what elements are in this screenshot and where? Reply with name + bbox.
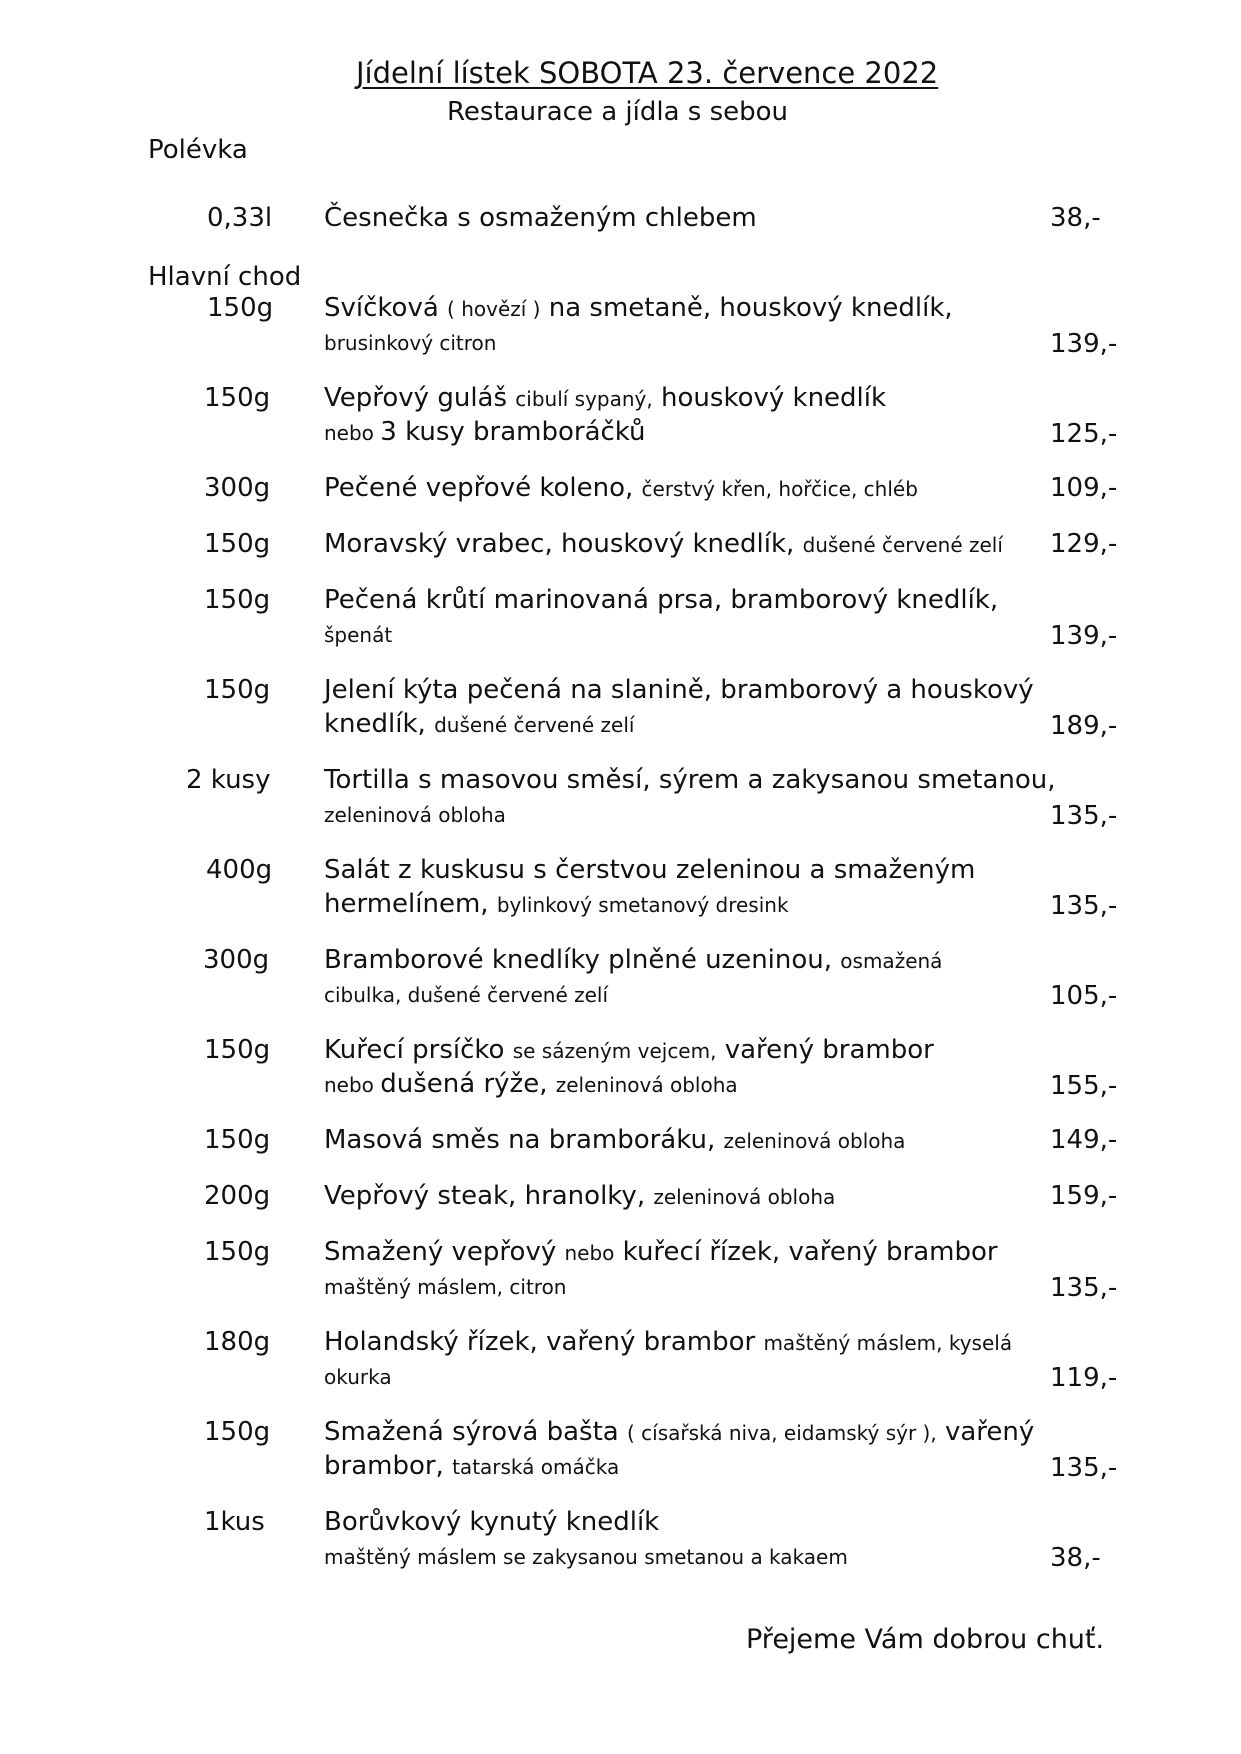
item-description: [324, 855, 975, 919]
item-line-1: [324, 293, 953, 323]
item-price: 38,-: [1050, 203, 1101, 233]
item-text: Salát z kuskusu s čerstvou zeleninou a smaženým: [324, 855, 976, 885]
item-line-1: [324, 383, 886, 413]
item-text: Tortilla s masovou směsí, sýrem a zakysanou smetanou,: [324, 765, 1056, 795]
item-detail-text: osmažená: [840, 949, 943, 973]
item-detail-text: nebo: [324, 1073, 381, 1097]
item-line-2: [324, 1451, 1034, 1481]
item-text: Vepřový steak, hranolky,: [324, 1181, 654, 1211]
item-description: [324, 585, 998, 649]
menu-title: Jídelní lístek SOBOTA 23. července 2022: [356, 56, 939, 90]
item-detail-text: zeleninová obloha: [324, 803, 506, 827]
item-line-1: [324, 203, 757, 233]
item-description: [324, 1327, 1012, 1391]
item-price: 129,-: [1050, 529, 1118, 559]
item-text: brambor,: [324, 1451, 453, 1481]
item-description: [324, 473, 918, 503]
item-text: Kuřecí prsíčko: [324, 1035, 513, 1065]
item-quantity: 1kus: [204, 1507, 265, 1537]
item-line-1: [324, 855, 975, 885]
item-description: [324, 675, 1034, 739]
item-price: 189,-: [1050, 711, 1118, 741]
item-quantity: 150g: [204, 1125, 271, 1155]
item-detail-text: maštěný máslem, kyselá: [763, 1331, 1013, 1355]
item-detail-text: ( hovězí ): [447, 297, 541, 321]
menu-subtitle: Restaurace a jídla s sebou: [447, 97, 789, 127]
item-text: Svíčková: [324, 293, 448, 323]
item-text: Bramborové knedlíky plněné uzeninou,: [324, 945, 841, 975]
item-description: [324, 203, 757, 233]
item-text: Moravský vrabec, houskový knedlík,: [324, 529, 803, 559]
item-text: houskový knedlík: [652, 383, 887, 413]
item-text: Pečená krůtí marinovaná prsa, bramborový knedlík,: [324, 585, 999, 615]
item-price: 149,-: [1050, 1125, 1118, 1155]
item-price: 119,-: [1050, 1363, 1118, 1393]
item-quantity: 400g: [206, 855, 273, 885]
item-quantity: 300g: [204, 473, 271, 503]
item-line-2: [324, 1541, 848, 1571]
item-price: 139,-: [1050, 329, 1118, 359]
item-quantity: 150g: [204, 585, 271, 615]
item-quantity: 180g: [204, 1327, 271, 1357]
item-text: Holandský řízek, vařený brambor: [324, 1327, 764, 1357]
item-detail-text: zeleninová obloha: [653, 1185, 836, 1209]
item-detail-text: cibulí sypaný,: [515, 387, 653, 411]
item-text: kuřecí řízek, vařený brambor: [614, 1237, 998, 1267]
item-text: Smažená sýrová bašta: [324, 1417, 627, 1447]
item-description: [324, 945, 942, 1009]
item-line-1: [324, 529, 1003, 559]
item-line-1: [324, 1035, 934, 1065]
item-price: 135,-: [1050, 1273, 1118, 1303]
item-detail-text: maštěný máslem, citron: [324, 1275, 567, 1299]
item-description: [324, 1417, 1034, 1481]
item-text: Vepřový guláš: [324, 383, 516, 413]
item-line-2: [324, 1069, 934, 1099]
item-quantity: 300g: [203, 945, 270, 975]
item-detail-text: maštěný máslem se zakysanou smetanou a kakaem: [324, 1545, 848, 1569]
item-detail-text: tatarská omáčka: [452, 1455, 620, 1479]
section-main: Hlavní chod: [148, 262, 302, 292]
closing-note: Přejeme Vám dobrou chuť.: [746, 1624, 1105, 1655]
item-quantity: 150g: [204, 383, 271, 413]
item-description: [324, 1507, 848, 1571]
item-quantity: 150g: [204, 529, 271, 559]
item-description: [324, 1237, 998, 1301]
item-line-2: [324, 619, 998, 649]
item-line-1: [324, 473, 918, 503]
item-description: [324, 1181, 835, 1211]
item-description: [324, 1125, 905, 1155]
item-detail-text: čerstvý křen, hořčice, chléb: [641, 477, 918, 501]
item-price: 159,-: [1050, 1181, 1118, 1211]
item-line-2: [324, 799, 1056, 829]
item-line-1: [324, 1507, 848, 1537]
item-detail-text: zeleninová obloha: [555, 1073, 738, 1097]
item-quantity: 0,33l: [207, 203, 273, 233]
item-line-1: [324, 585, 998, 615]
item-quantity: 150g: [204, 1237, 271, 1267]
item-detail-text: okurka: [324, 1365, 392, 1389]
item-description: [324, 765, 1056, 829]
item-text: vařený brambor: [716, 1035, 934, 1065]
item-detail-text: se sázeným vejcem,: [512, 1039, 717, 1063]
item-line-1: [324, 675, 1034, 705]
item-quantity: 150g: [207, 293, 274, 323]
item-detail-text: nebo: [324, 421, 381, 445]
item-line-1: [324, 1327, 1012, 1357]
item-price: 135,-: [1050, 1453, 1118, 1483]
item-description: [324, 383, 886, 447]
item-line-1: [324, 1181, 835, 1211]
item-detail-text: brusinkový citron: [324, 331, 497, 355]
item-price: 135,-: [1050, 891, 1118, 921]
item-line-2: [324, 1361, 1012, 1391]
item-quantity: 200g: [204, 1181, 271, 1211]
item-detail-text: bylinkový smetanový dresink: [496, 893, 789, 917]
item-line-2: [324, 709, 1034, 739]
item-line-1: [324, 1237, 998, 1267]
item-price: 155,-: [1050, 1071, 1118, 1101]
item-price: 135,-: [1050, 801, 1118, 831]
item-price: 105,-: [1050, 981, 1118, 1011]
item-line-1: [324, 1417, 1034, 1447]
item-description: [324, 293, 953, 357]
item-text: Pečené vepřové koleno,: [324, 473, 642, 503]
item-text: dušená rýže,: [380, 1069, 556, 1099]
item-line-1: [324, 765, 1056, 795]
item-text: na smetaně, houskový knedlík,: [540, 293, 953, 323]
item-description: [324, 1035, 934, 1099]
item-detail-text: zeleninová obloha: [723, 1129, 906, 1153]
item-line-1: [324, 945, 942, 975]
item-text: 3 kusy bramboráčků: [380, 417, 646, 447]
item-price: 38,-: [1050, 1543, 1101, 1573]
item-detail-text: dušené červené zelí: [434, 713, 635, 737]
item-text: Česnečka s osmaženým chlebem: [324, 203, 757, 233]
item-line-1: [324, 1125, 905, 1155]
item-text: Jelení kýta pečená na slanině, bramborový a houskový: [324, 675, 1034, 705]
item-quantity: 150g: [204, 675, 271, 705]
item-line-2: [324, 979, 942, 1009]
section-soup: Polévka: [148, 135, 248, 165]
item-text: Masová směs na bramboráku,: [324, 1125, 724, 1155]
item-quantity: 150g: [204, 1417, 271, 1447]
item-quantity: 150g: [204, 1035, 271, 1065]
item-price: 139,-: [1050, 621, 1118, 651]
item-detail-text: nebo: [564, 1241, 615, 1265]
item-description: [324, 529, 1003, 559]
item-detail-text: špenát: [324, 623, 393, 647]
item-line-2: [324, 417, 886, 447]
item-detail-text: ( císařská niva, eidamský sýr ),: [627, 1421, 937, 1445]
item-text: Borůvkový kynutý knedlík: [324, 1507, 660, 1537]
item-price: 125,-: [1050, 419, 1118, 449]
item-line-2: [324, 1271, 998, 1301]
item-line-2: [324, 889, 975, 919]
item-price: 109,-: [1050, 473, 1118, 503]
item-text: Smažený vepřový: [324, 1237, 565, 1267]
item-text: knedlík,: [324, 709, 435, 739]
item-detail-text: cibulka, dušené červené zelí: [324, 983, 609, 1007]
item-quantity: 2 kusy: [186, 765, 271, 795]
item-line-2: [324, 327, 953, 357]
item-text: hermelínem,: [324, 889, 497, 919]
item-detail-text: dušené červené zelí: [802, 533, 1003, 557]
item-text: vařený: [936, 1417, 1035, 1447]
